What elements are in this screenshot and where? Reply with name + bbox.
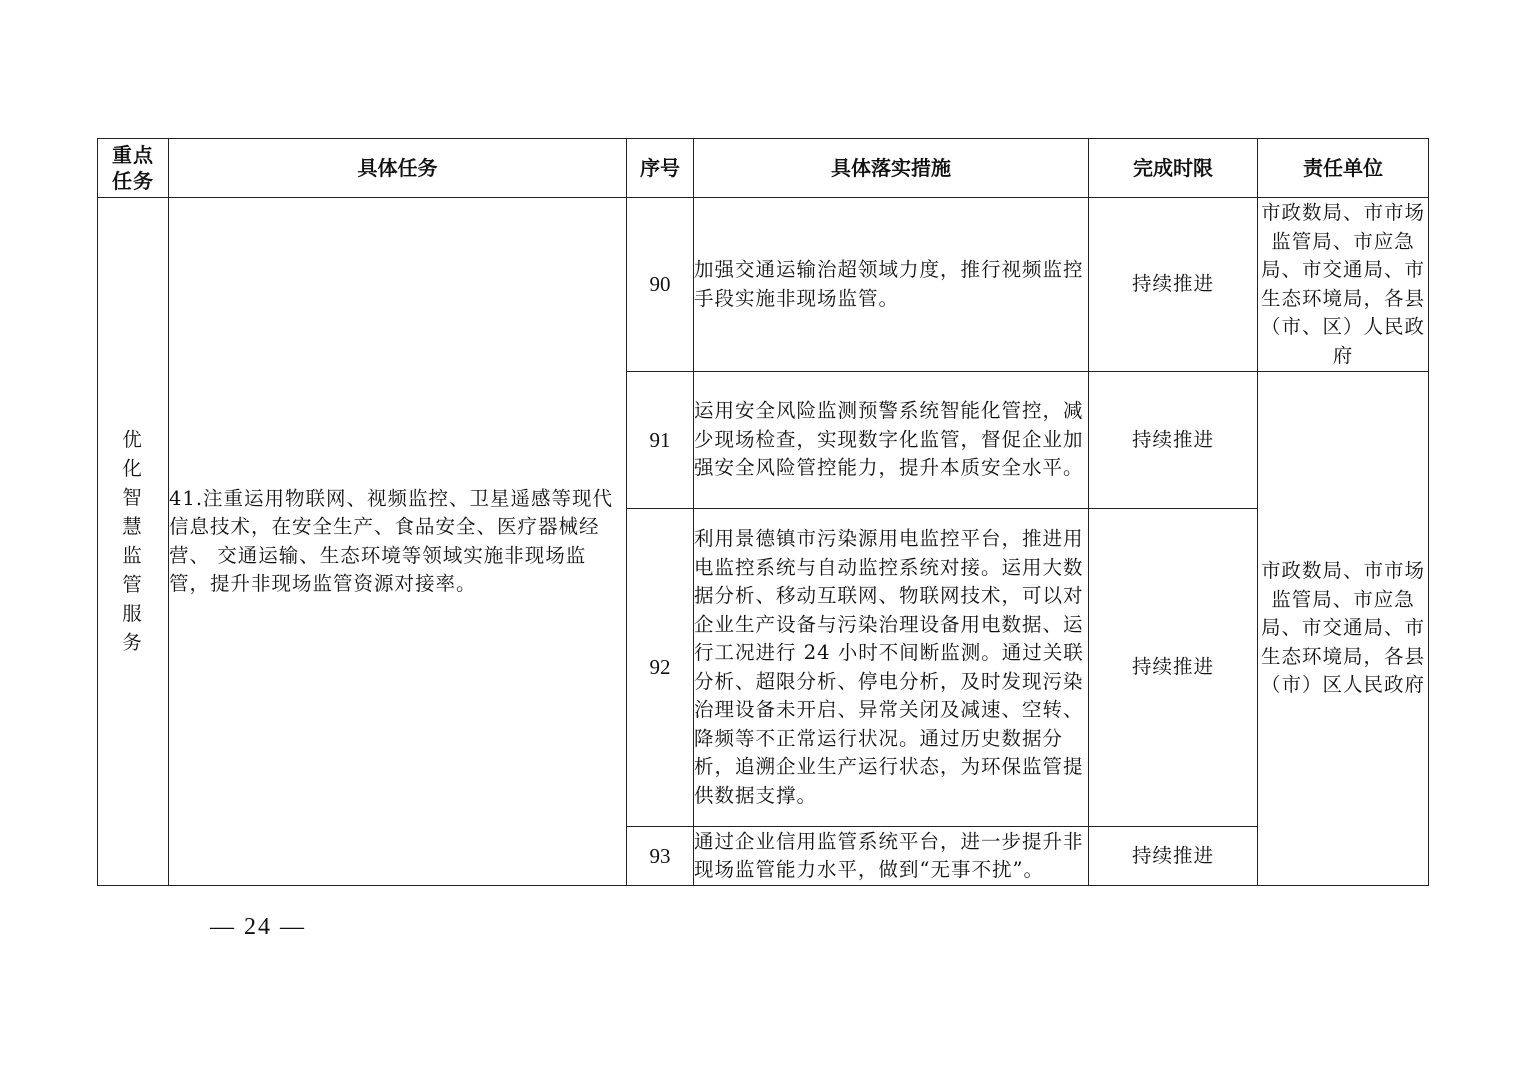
measure-cell: 加强交通运输治超领域力度，推行视频监控手段实施非现场监管。 (694, 198, 1089, 372)
row-number: 91 (627, 372, 694, 509)
measure-cell: 运用安全风险监测预警系统智能化管控，减少现场检查，实现数字化监管，督促企业加强安全风险管控能力，提升本质安全水平。 (694, 372, 1089, 509)
header-key-task: 重点任务 (98, 139, 169, 198)
page-number: — 24 — (210, 914, 306, 940)
deadline-cell: 持续推进 (1089, 827, 1258, 886)
header-measure: 具体落实措施 (694, 139, 1089, 198)
header-row (98, 139, 1429, 198)
table-row (98, 198, 1429, 372)
row-number: 90 (627, 198, 694, 372)
header-unit: 责任单位 (1258, 139, 1429, 198)
deadline-cell: 持续推进 (1089, 198, 1258, 372)
deadline-cell: 持续推进 (1089, 372, 1258, 509)
measure-cell: 通过企业信用监管系统平台，进一步提升非现场监管能力水平，做到“无事不扰”。 (694, 827, 1089, 886)
unit-cell: 市政数局、市市场监管局、市应急局、市交通局、市生态环境局，各县（市）区人民政府 (1258, 372, 1429, 886)
deadline-cell: 持续推进 (1089, 509, 1258, 827)
header-deadline: 完成时限 (1089, 139, 1258, 198)
row-number: 92 (627, 509, 694, 827)
unit-cell: 市政数局、市市场监管局、市应急局、市交通局、市生态环境局，各县（市、区）人民政府 (1258, 198, 1429, 372)
header-number: 序号 (627, 139, 694, 198)
row-number: 93 (627, 827, 694, 886)
measure-cell: 利用景德镇市污染源用电监控平台，推进用电监控系统与自动监控系统对接。运用大数据分析、移动互联网、物联网技术，可以对企业生产设备与污染治理设备用电数据、运行工况进行 24 小时不间断监测。通过关联分析、超限分析、停电分析，及时发现污染治理设备未开启、异常关闭及减速、空转、降频等不正常运行状况。通过历史数据分析，追溯企业生产运行状态，为环保监管提供数据支撑。 (694, 509, 1089, 827)
key-task-text: 优化智慧监管服务 (122, 428, 144, 655)
header-specific-task: 具体任务 (169, 139, 627, 198)
specific-task-cell: 41.注重运用物联网、视频监控、卫星遥感等现代 信息技术，在安全生产、食品安全、医疗器械经营、 交通运输、生态环境等领域实施非现场监管，提升非现场监管资源对接率。 (169, 198, 627, 886)
key-task-cell (98, 198, 169, 886)
task-table (97, 138, 1429, 886)
